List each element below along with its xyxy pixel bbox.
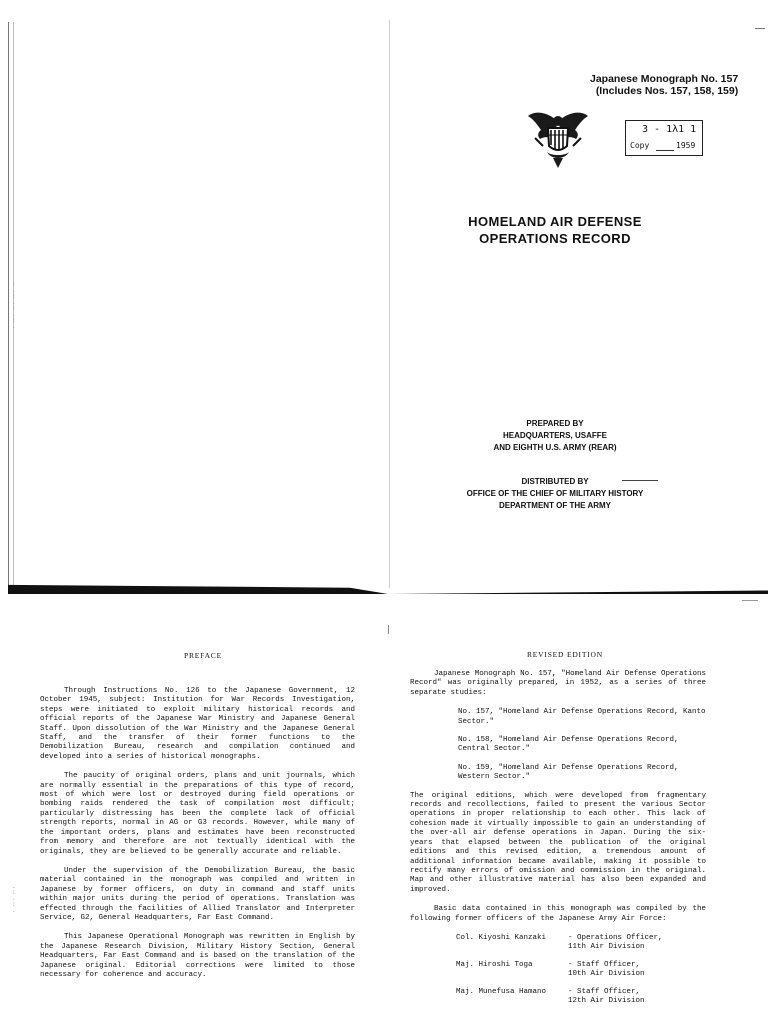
officer-title: - Staff Officer, <box>568 960 641 969</box>
title-line: OPERATIONS RECORD <box>479 231 631 246</box>
revised-edition-body <box>410 670 706 1014</box>
preface-body <box>40 687 355 990</box>
revised-edition-heading: REVISED EDITION <box>527 650 603 659</box>
distributed-by-label: DISTRIBUTED BY <box>521 477 589 486</box>
title-line: HOMELAND AIR DEFENSE <box>468 214 642 229</box>
paragraph: Under the supervision of the Demobilization Bureau, the basic material contained in the monograph was compiled and written in Japanese by former officers, on duty in command and staff units within major units during the period of operations. Translation was effected through the facilities of Allied Translator and Interpreter Service, G2, General Headquarters, Far East Command. <box>40 866 355 922</box>
paragraph: Through Instructions No. 126 to the Japanese Government, 12 October 1945, subject: Institution for War Records Investigation, steps were initiated to exploit military historical records and official reports of the Japanese War Ministry and Japanese General Staff. Upon dissolution of the War Ministry and the Japanese General Staff, and the transfer of their former functions to the Demobilization Bureau, research and compilation continued and developed into a series of historical monographs. <box>40 687 355 761</box>
pencil-mark <box>388 625 389 634</box>
page-title <box>430 213 680 247</box>
prepared-by-org: HEADQUARTERS, USAFFE <box>502 431 607 440</box>
receipt-stamp <box>625 120 703 156</box>
officer-name: Maj. Munefusa Hamano <box>456 987 547 996</box>
officer-title: - Staff Officer, <box>568 987 641 996</box>
officer-name: Maj. Hiroshi Toga <box>456 960 533 969</box>
scan-edge-line <box>8 22 9 592</box>
officer-unit: 12th Air Division <box>568 996 645 1005</box>
officer-unit: 10th Air Division <box>568 970 645 979</box>
study-item: No. 159, "Homeland Air Defense Operations Record, Western Sector." <box>458 763 679 782</box>
paragraph: Japanese Monograph No. 157, "Homeland Air Defense Operations Record" was originally prepared, in 1952, as a series of three separate studies: <box>410 670 706 697</box>
monograph-number: Japanese Monograph No. 157 <box>590 73 739 85</box>
distributed-by-block <box>430 476 680 512</box>
officer-unit: 11th Air Division <box>568 943 645 952</box>
stamp-copy-label: Copy <box>630 141 650 150</box>
paragraph: The paucity of original orders, plans and unit journals, which are normally essential in the preparations of this type of record, most of which were lost or destroyed during field operations or bombing raids rendered the task of compilation most difficult; particularly distressing has been the complete lack of official strength reports, normal in AG or G3 records. However, while many of the important orders, plans and estimates have been reconstructed from memory and therefore are not textually identical with the originals, they are believed to be generally accurate and reliable. <box>40 772 355 856</box>
officer-role <box>568 961 706 980</box>
prepared-by-block <box>450 418 660 454</box>
study-item: No. 157, "Homeland Air Defense Operations Record, Kanto Sector." <box>458 708 706 726</box>
monograph-reference <box>590 73 738 97</box>
stamp-number: 3 - 1λ1 1 <box>642 124 697 135</box>
stamp-underline <box>656 150 674 151</box>
officer-title: - Operations Officer, <box>568 933 663 942</box>
distributed-by-org: OFFICE OF THE CHIEF OF MILITARY HISTORY <box>466 489 644 498</box>
scan-speckle: . : . : . <box>12 883 16 914</box>
stamp-year: 1959 <box>676 141 696 150</box>
prepared-by-label: PREPARED BY <box>526 419 584 428</box>
prepared-by-org: AND EIGHTH U.S. ARMY (REAR) <box>493 443 617 452</box>
paragraph: Basic data contained in this monograph was compiled by the following former officers of the Japanese Army Air Force: <box>410 905 706 923</box>
scan-mark <box>742 600 758 601</box>
scan-mark <box>755 28 765 29</box>
officer-role <box>568 988 706 1007</box>
officer-role <box>568 934 706 953</box>
officer-name: Col. Kiyoshi Kanzaki <box>456 933 547 942</box>
page-gutter <box>389 20 390 588</box>
study-item: No. 158, "Homeland Air Defense Operations Record, Central Sector." <box>458 736 679 754</box>
scan-shadow-band <box>8 580 768 594</box>
preface-heading: PREFACE <box>184 651 222 660</box>
paragraph: The original editions, which were developed from fragmentary records and recollections, failed to present the various Sector operations in proper relationship to each other. This lack of cohesion made it virtually impossible to gain an understanding of the over-all air defense operations in Japan. During the six-years that elapsed between the publication of the original editions and this revised edition, a tremendous amount of additional information became available, making it possible to rectify many errors of omission and commission in the original. Map and other illustrative material has also been expanded and improved. <box>410 791 706 894</box>
officer-entry <box>410 961 706 980</box>
officer-list <box>410 934 706 1006</box>
officer-entry <box>410 934 706 953</box>
eagle-seal-icon <box>525 108 591 175</box>
scan-speckle: : . : . : . : . <box>12 281 16 330</box>
distributed-by-org: DEPARTMENT OF THE ARMY <box>499 501 611 510</box>
paragraph: This Japanese Operational Monograph was rewritten in English by the Japanese Research Division, Military History Section, General Headquarters, Far East Command and is based on the translation of the Japanese original. Editorial corrections were limited to those necessary for coherence and accuracy. <box>40 933 355 979</box>
monograph-includes: (Includes Nos. 157, 158, 159) <box>595 85 739 97</box>
officer-entry <box>410 988 706 1007</box>
